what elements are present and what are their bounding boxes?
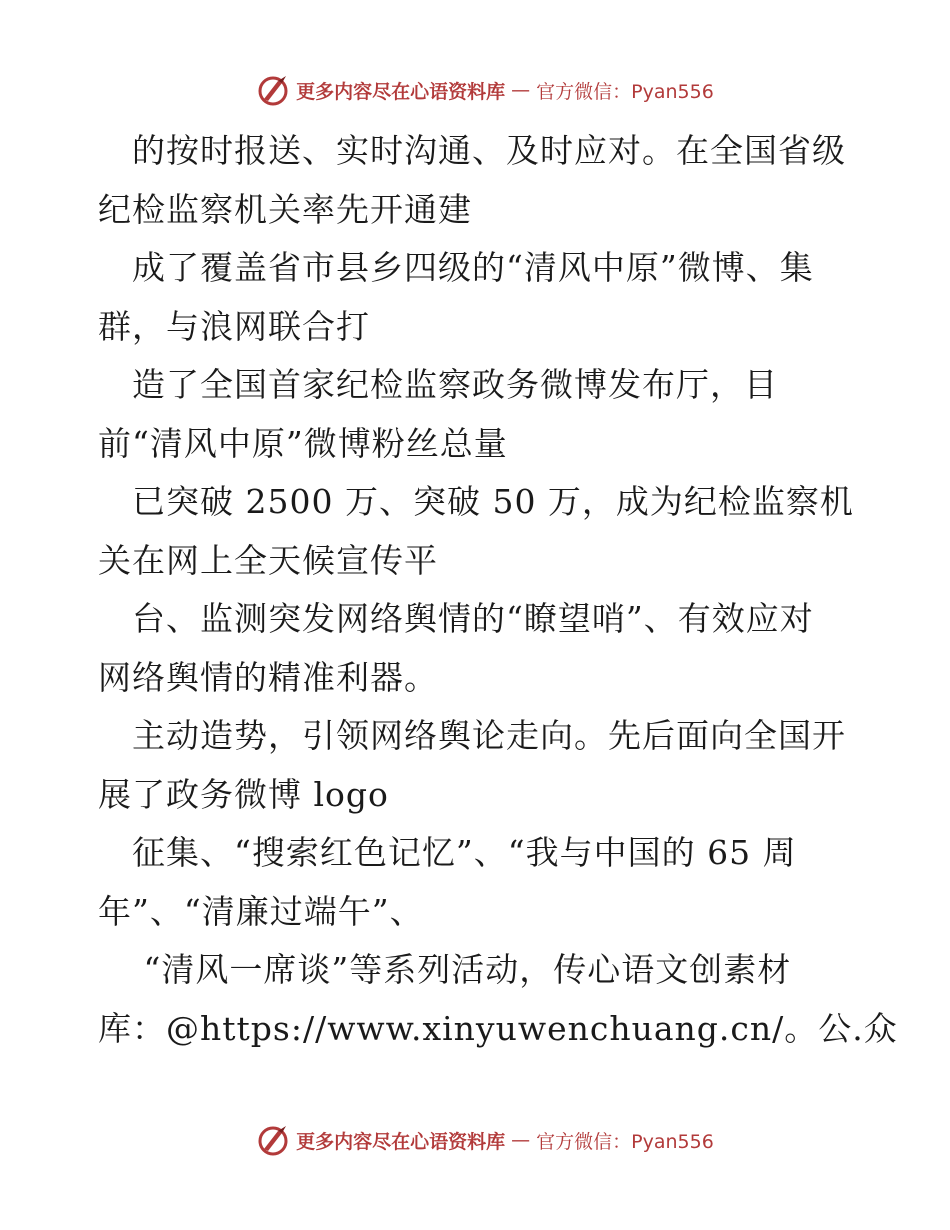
header-banner-dash: — [511,79,531,101]
text-line: “清风一席谈”等系列活动，传心语文创素材 [98,950,792,989]
text-line: 年”、“清廉过端午”、 [98,891,424,931]
text-line: 网络舆情的精准利器。 [98,657,438,697]
footer-banner-title: 更多内容尽在心语资料库 [296,1130,506,1153]
body-text [98,122,898,1058]
text-line: 库：@https://www.xinyuwenchuang.cn/。公.众 [98,1008,898,1048]
text-line: 台、监测突发网络舆情的“瞭望哨”、有效应对 [98,599,814,638]
text-line: 前“清风中原”微博粉丝总量 [98,423,508,463]
header-banner [0,70,950,110]
text-line: 征集、“搜索红色记忆”、“我与中国的 65 周 [98,833,797,872]
header-banner-title: 更多内容尽在心语资料库 [296,80,506,103]
text-line: 展了政务微博 logo [98,774,389,814]
footer-banner-dash: — [511,1129,531,1151]
text-line: 成了覆盖省市县乡四级的“清风中原”微博、集 [98,248,814,287]
header-banner-content [256,73,714,107]
text-line: 的按时报送、实时沟通、及时应对。在全国省级 [98,131,846,170]
footer-banner-content [256,1123,714,1157]
footer-banner-wechat: 官方微信：Pyan556 [536,1130,714,1153]
text-line: 群，与浪网联合打 [98,306,370,346]
footer-banner [0,1120,950,1160]
quill-logo-icon [256,73,290,107]
text-line: 已突破 2500 万、突破 50 万，成为纪检监察机 [98,482,854,521]
header-banner-wechat: 官方微信：Pyan556 [536,80,714,103]
text-line: 关在网上全天候宣传平 [98,540,438,580]
text-line: 造了全国首家纪检监察政务微博发布厅，目 [98,365,778,404]
quill-logo-icon [256,1123,290,1157]
text-line: 纪检监察机关率先开通建 [98,189,472,229]
text-line: 主动造势，引领网络舆论走向。先后面向全国开 [98,716,846,755]
